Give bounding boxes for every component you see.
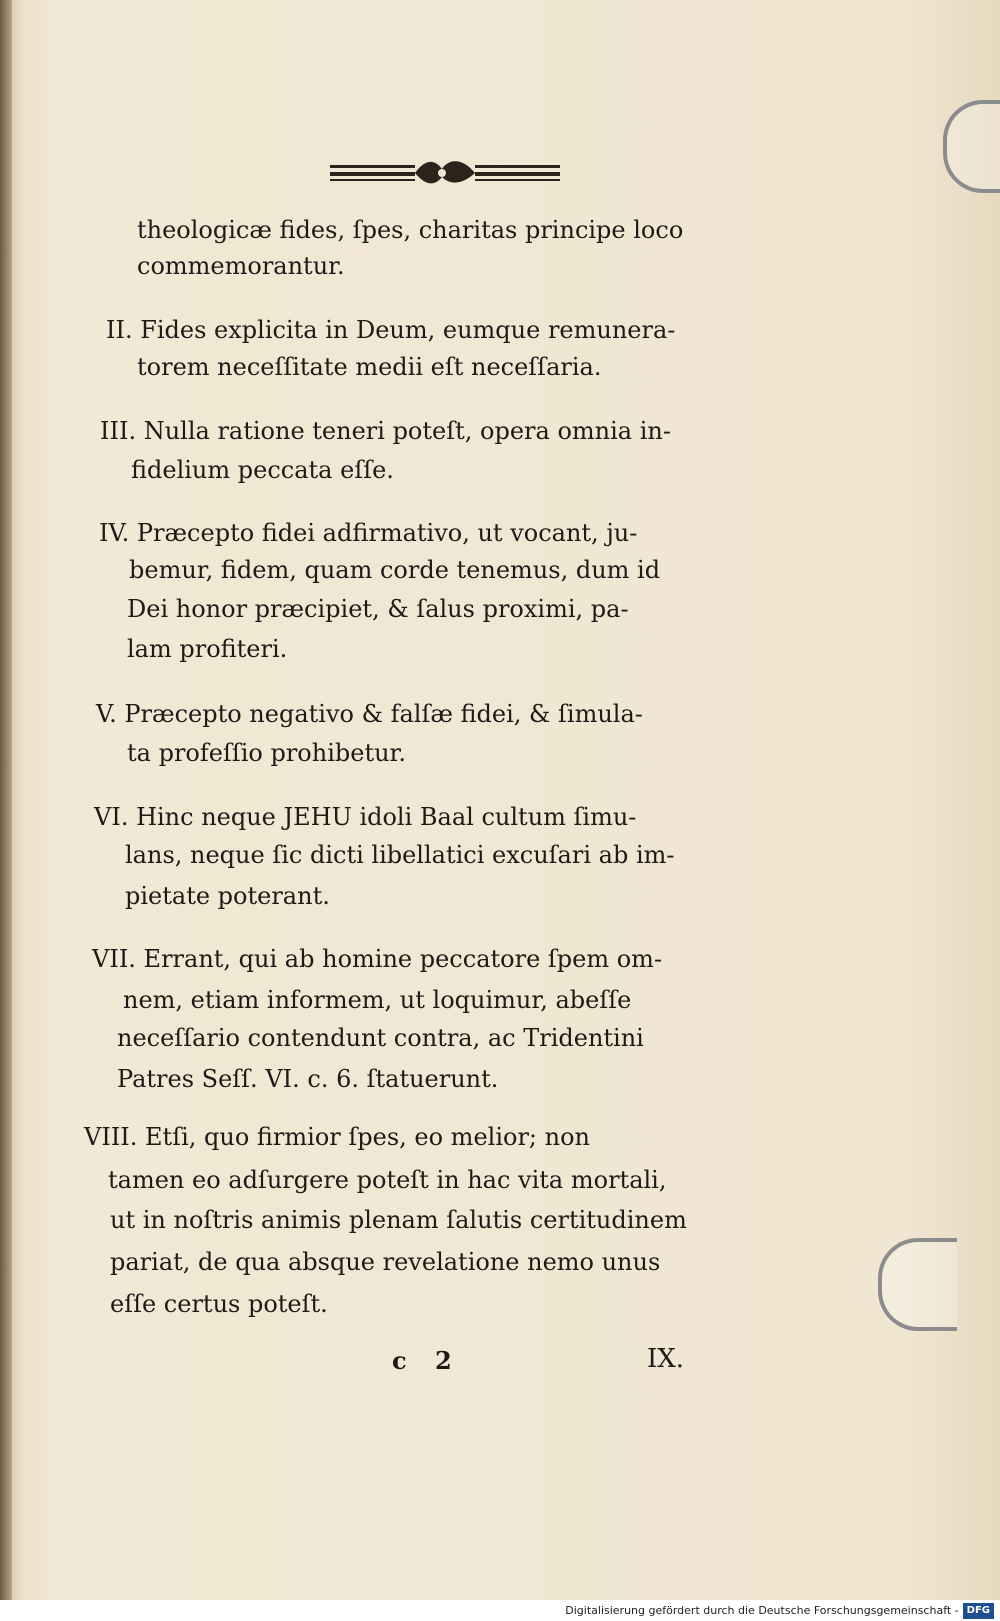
text-line-20: VIII. Etſi, quo firmior ſpes, eo melior; non <box>84 1123 590 1151</box>
text-line-12: ta profeſſio prohibetur. <box>127 739 407 767</box>
text-line-6: fidelium peccata eſſe. <box>131 456 394 484</box>
text-line-15: pietate poterant. <box>125 882 330 910</box>
text-line-19: Patres Seſſ. VI. c. 6. ſtatuerunt. <box>117 1065 499 1093</box>
page-binding-edge <box>0 0 12 1600</box>
text-line-8: bemur, fidem, quam corde tenemus, dum id <box>129 556 661 584</box>
text-line-18: neceſſario contendunt contra, ac Tridentini <box>117 1024 644 1052</box>
text-line-22: ut in noſtris animis plenam ſalutis certitudinem <box>110 1206 687 1234</box>
text-line-7: IV. Præcepto fidei adfirmativo, ut vocant, ju- <box>99 519 638 547</box>
dfg-logo: DFG <box>963 1603 994 1619</box>
paper-clip-top <box>943 100 1000 193</box>
text-line-23: pariat, de qua absque revelatione nemo unus <box>110 1248 661 1276</box>
text-line-13: VI. Hinc neque JEHU idoli Baal cultum ſimu- <box>94 803 637 831</box>
signature-mark: c 2 <box>392 1346 462 1375</box>
paper-clip-bottom <box>878 1238 957 1331</box>
digitization-footer <box>0 1600 1000 1621</box>
text-line-21: tamen eo adſurgere poteſt in hac vita mortali, <box>108 1166 667 1194</box>
text-line-14: lans, neque ſic dicti libellatici excuſari ab im- <box>125 841 675 869</box>
text-line-2: commemorantur. <box>137 252 345 280</box>
footer-text: Digitalisierung gefördert durch die Deutsche Forschungsgemeinschaft - <box>565 1604 959 1617</box>
text-line-16: VII. Errant, qui ab homine peccatore ſpem om- <box>92 945 663 973</box>
text-line-10: lam profiteri. <box>127 635 288 663</box>
text-line-9: Dei honor præcipiet, & ſalus proximi, pa- <box>127 595 629 623</box>
text-line-4: torem neceſſitate medii eſt neceſſaria. <box>137 353 602 381</box>
text-line-17: nem, etiam informem, ut loquimur, abeſſe <box>123 986 632 1014</box>
header-ornament <box>330 155 560 191</box>
text-line-24: eſſe certus poteſt. <box>110 1290 328 1318</box>
text-line-3: II. Fides explicita in Deum, eumque remunera- <box>106 316 676 344</box>
text-line-11: V. Præcepto negativo & falſæ fidei, & ſimula- <box>96 700 643 728</box>
text-line-1: theologicæ fides, ſpes, charitas principe loco <box>137 216 684 244</box>
text-line-5: III. Nulla ratione teneri poteſt, opera omnia in- <box>100 417 671 445</box>
catchword: IX. <box>647 1344 685 1374</box>
